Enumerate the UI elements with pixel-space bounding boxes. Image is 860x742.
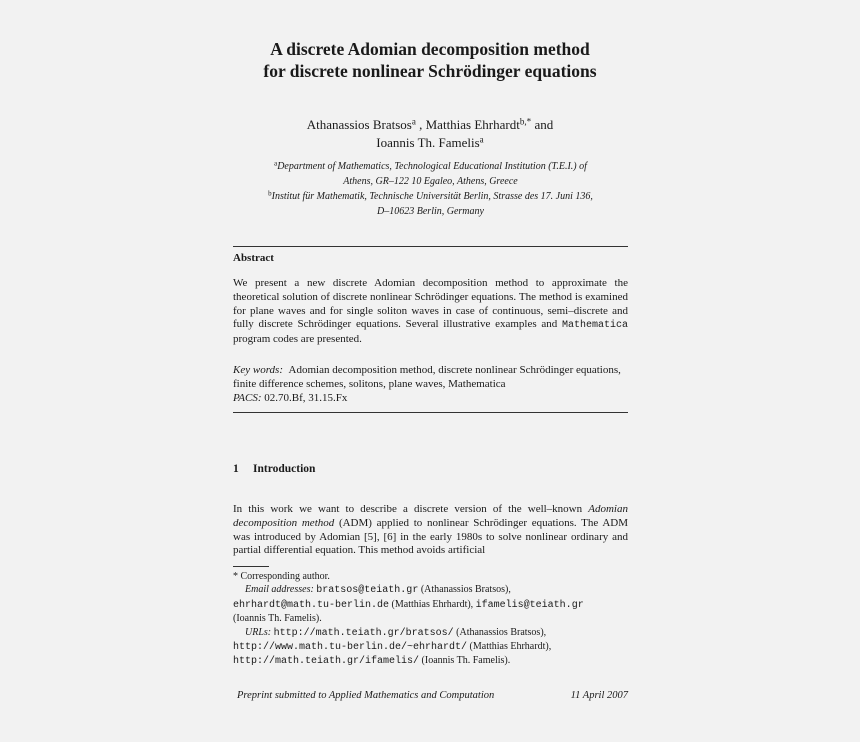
keywords-label: Key words:: [233, 364, 284, 376]
affiliation-a: [233, 159, 628, 189]
affiliation-b: [233, 189, 628, 219]
footnote-emails-line-1: [233, 583, 633, 597]
author-famelis: Ioannis Th. Famelis: [376, 135, 480, 150]
email-bratsos[interactable]: bratsos@teiath.gr: [316, 585, 419, 597]
paper-title: [0, 38, 860, 82]
url-label: URLs:: [245, 626, 272, 638]
intro-text-2: (ADM) applied to nonlinear Schrödinger equations. The ADM was introduced by Adomian [5], [6] in the early 1980s to solve nonlinear ordinary and partial differential equation. This method avoids artificial: [233, 516, 628, 557]
footnotes: [233, 570, 633, 669]
preprint-note: Preprint submitted to Applied Mathematics and Computation: [237, 690, 495, 701]
author-and: and: [531, 117, 554, 132]
email-ehrhardt-name: (Matthias Ehrhardt),: [389, 598, 476, 610]
section-number: 1: [233, 463, 239, 475]
footnote-rule: [233, 566, 269, 567]
preprint-date: 11 April 2007: [570, 690, 628, 701]
abstract-bottom-rule: [233, 412, 628, 413]
abstract-top-rule: [233, 246, 628, 247]
affiliation-b-line-1: [233, 189, 628, 204]
pacs-text: 02.70.Bf, 31.15.Fx: [264, 391, 348, 404]
author-line-1: [0, 116, 860, 134]
pacs-label: PACS:: [233, 391, 262, 404]
abstract-mathematica: Mathematica: [561, 320, 628, 332]
footnote-emails-line-2: [233, 598, 633, 612]
affiliation-b-mark: b: [268, 189, 272, 198]
url-ehrhardt-name: (Matthias Ehrhardt),: [467, 641, 552, 653]
affiliation-a-line-1: [233, 159, 628, 174]
email-ehrhardt[interactable]: ehrhardt@math.tu-berlin.de: [233, 599, 390, 611]
author-list: [0, 116, 860, 152]
url-bratsos-name: (Athanassios Bratsos),: [453, 626, 547, 638]
author-separator: ,: [415, 117, 426, 132]
url-famelis-name: (Ioannis Th. Famelis).: [419, 655, 511, 667]
intro-adm-term: Adomian decomposition method: [233, 503, 628, 529]
section-title: Introduction: [253, 463, 316, 475]
email-famelis[interactable]: ifamelis@teiath.gr: [475, 599, 584, 611]
email-label: Email addresses:: [245, 584, 314, 596]
url-bratsos[interactable]: http://math.teiath.gr/bratsos/: [273, 627, 454, 639]
title-line-1: A discrete Adomian decomposition method: [270, 39, 590, 59]
url-ehrhardt[interactable]: http://www.math.tu-berlin.de/~ehrhardt/: [233, 642, 468, 654]
footnote-urls-line-2: [233, 640, 633, 654]
keywords-block: [233, 364, 628, 405]
affiliation-a-line-2: Athens, GR–122 10 Egaleo, Athens, Greece: [343, 176, 518, 187]
abstract-heading: Abstract: [233, 252, 274, 264]
keywords-text: Adomian decomposition method, discrete nonlinear Schrödinger equations, finite difference schemes, solitons, plane waves, Mathematica: [233, 364, 621, 390]
author-ehrhardt-affmark: b,*: [519, 116, 532, 127]
author-ehrhardt: Matthias Ehrhardt: [425, 117, 520, 132]
email-bratsos-name: (Athanassios Bratsos),: [418, 584, 511, 596]
footnote-corresponding: * Corresponding author.: [233, 571, 330, 582]
affiliation-b-line-2: D–10623 Berlin, Germany: [377, 206, 484, 217]
introduction-paragraph: [233, 503, 628, 558]
footnote-emails-line-3: (Ioannis Th. Famelis).: [233, 613, 322, 625]
abstract-tail: program codes are presented.: [233, 333, 362, 346]
affiliation-a-text-1: Department of Mathematics, Technological Educational Institution (T.E.I.) of: [277, 161, 587, 172]
footnote-urls-line-1: [233, 626, 633, 640]
author-bratsos-affmark: a: [411, 116, 416, 127]
affiliation-a-mark: a: [274, 159, 278, 168]
abstract-text: [233, 277, 628, 347]
intro-text-1: In this work we want to describe a discrete version of the well–known: [233, 503, 589, 515]
author-famelis-affmark: a: [479, 134, 484, 145]
author-line-2: [0, 134, 860, 152]
author-bratsos: Athanassios Bratsos: [306, 117, 412, 132]
section-heading-introduction: [233, 463, 315, 475]
footnote-urls-line-3: [233, 654, 633, 668]
affiliation-b-text-1: Institut für Mathematik, Technische Universität Berlin, Strasse des 17. Juni 136,: [271, 191, 593, 202]
url-famelis[interactable]: http://math.teiath.gr/ifamelis/: [233, 656, 420, 668]
title-line-2: for discrete nonlinear Schrödinger equations: [263, 61, 597, 81]
abstract-body: We present a new discrete Adomian decomposition method to approximate the theoretical solution of discrete nonlinear Schrödinger equations. The method is examined for plane waves and for single soliton waves in case of continuous, semi–discrete and fully discrete Schrödinger equations. Several illustrative examples and: [233, 277, 628, 331]
